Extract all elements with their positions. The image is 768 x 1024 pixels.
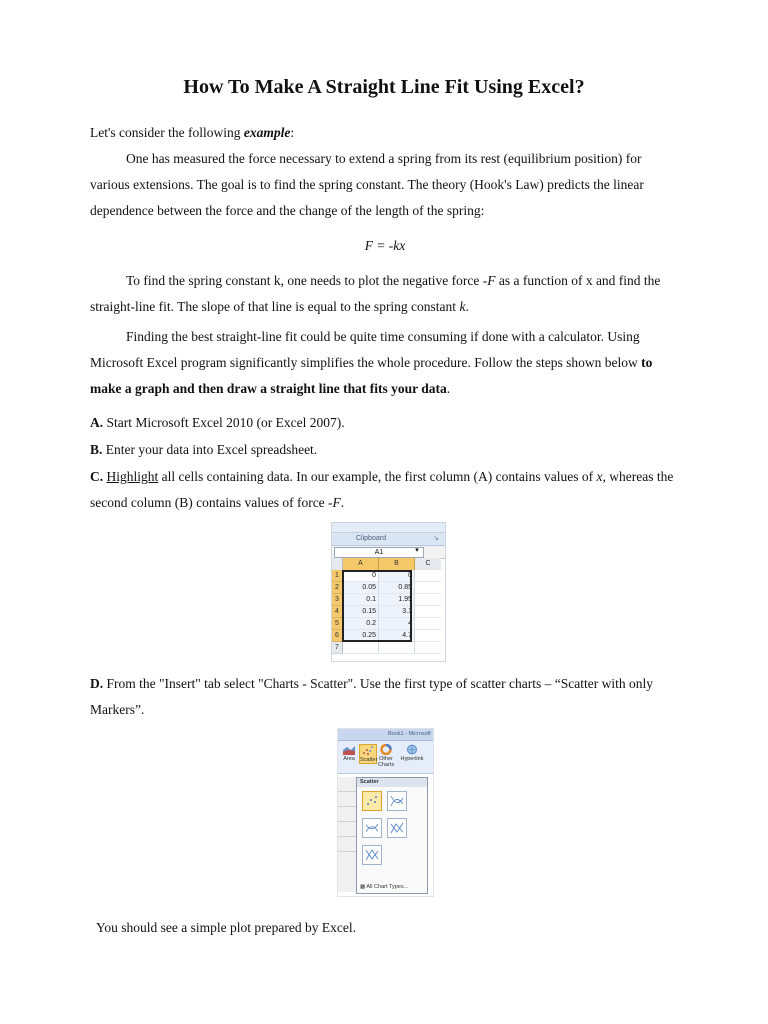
all-chart-types-link [360, 884, 408, 890]
window-title: Book1 - Microsoft [338, 729, 433, 741]
intro-lead: Let's consider the following [90, 125, 244, 140]
italic-f: F [487, 273, 496, 288]
italic-f: F [332, 495, 341, 510]
button-label: Area [343, 756, 355, 762]
area-chart-icon [343, 744, 355, 755]
cell-b: 4.7 [379, 630, 415, 642]
step-c [90, 464, 680, 516]
step-a [90, 410, 680, 436]
row-header: 1 [332, 570, 343, 582]
scatter-chart-icon [362, 745, 374, 756]
cell-b: 1.95 [379, 594, 415, 606]
step-d [90, 671, 680, 723]
italic-x: x [596, 469, 603, 484]
scatter-smooth-lines-option [362, 818, 382, 838]
text-span: Finding the best straight-line fit could be quite time consuming if done with a calculator. Using Microsoft Excel program significantly simplifies the whole procedure. Follow the steps shown below [90, 329, 642, 370]
paragraph-excel-intro [90, 324, 680, 402]
scatter-straight-markers-option [387, 818, 407, 838]
intro-line [90, 120, 680, 146]
row-header: 3 [332, 594, 343, 606]
table-row [332, 618, 441, 630]
row-header: 2 [332, 582, 343, 594]
cell-a: 0 [343, 570, 379, 582]
step-text: Enter your data into Excel spreadsheet. [102, 442, 318, 457]
table-row [332, 606, 441, 618]
table-row [332, 642, 441, 654]
scatter-straight-lines-option [362, 845, 382, 865]
paragraph-spring-constant [90, 268, 680, 320]
menu-header: Scatter [357, 778, 427, 787]
cell-a: 0.1 [343, 594, 379, 606]
scatter-straight-icon [388, 819, 406, 837]
text-span: . [446, 381, 451, 396]
scatter-dropdown-menu [356, 777, 428, 894]
scatter-chart-button [359, 744, 377, 764]
button-label: Scatter [360, 757, 378, 763]
column-header-a: A [343, 558, 379, 570]
row-header: 4 [332, 606, 343, 618]
text-span: To find the spring constant k, one needs to plot the negative force - [126, 273, 488, 288]
other-charts-button [378, 744, 394, 768]
spreadsheet-grid [332, 558, 441, 654]
cell-c [415, 582, 441, 594]
scatter-markers-only-option [362, 791, 382, 811]
equation: F = -kx [364, 238, 406, 253]
cell-b: 3.1 [379, 606, 415, 618]
footer-label: All Chart Types... [366, 884, 409, 890]
worksheet-area [338, 777, 356, 892]
name-box [334, 547, 424, 558]
step-text: From the "Insert" tab select "Charts - Scatter". Use the first type of scatter charts – “Scatter with only Markers”. [90, 676, 654, 717]
row-header: 6 [332, 630, 343, 642]
cell-c [415, 618, 441, 630]
step-text: all cells containing data. In our example, the first column (A) contains values of [158, 469, 597, 484]
cell-b: 0 [379, 570, 415, 582]
table-row [332, 594, 441, 606]
button-label: Hyperlink [400, 756, 424, 762]
cell-a: 0.2 [343, 618, 379, 630]
step-text: . [340, 495, 345, 510]
row-header: 5 [332, 618, 343, 630]
cell-b [379, 642, 415, 654]
step-letter: A. [90, 415, 104, 430]
cell-a: 0.15 [343, 606, 379, 618]
area-chart-button [341, 744, 357, 762]
doughnut-chart-icon [380, 744, 392, 755]
excel-scatter-menu-screenshot [337, 728, 434, 897]
cell-c [415, 570, 441, 582]
cell-c [415, 642, 441, 654]
scatter-markers-icon [363, 792, 381, 810]
step-b [90, 437, 680, 463]
excel-data-screenshot [331, 522, 446, 662]
step-underline: Highlight [106, 469, 159, 484]
cell-a: 0.25 [343, 630, 379, 642]
chart-icon: ▩ [360, 884, 367, 890]
insert-ribbon [338, 741, 433, 774]
step-text: Start Microsoft Excel 2010 (or Excel 2007). [103, 415, 345, 430]
table-row [332, 582, 441, 594]
clipboard-label: Clipboard [356, 535, 386, 542]
select-all-corner [332, 558, 343, 570]
cell-a: 0.05 [343, 582, 379, 594]
cell-c [415, 606, 441, 618]
button-label: Other Charts [378, 756, 395, 768]
text-span: . [465, 299, 469, 314]
table-row [332, 570, 441, 582]
dialog-launcher-icon: ↘ [433, 535, 439, 542]
scatter-smooth-icon [388, 792, 406, 810]
globe-link-icon [406, 744, 418, 755]
clipboard-group [332, 533, 445, 546]
closing-line: You should see a simple plot prepared by Excel. [96, 920, 356, 935]
column-header-c: C [415, 558, 441, 570]
bold-instruction: to make a graph and then draw a straight line that fits your data [90, 355, 653, 396]
intro-colon: : [290, 125, 295, 140]
italic-k: k [459, 299, 466, 314]
intro-example: example [243, 125, 291, 140]
cell-c [415, 630, 441, 642]
cell-reference: A1 [374, 549, 384, 556]
page-title: How To Make A Straight Line Fit Using Excel? [183, 76, 585, 98]
scatter-lines-icon [363, 819, 381, 837]
step-letter: C. [90, 469, 104, 484]
hyperlink-button [400, 744, 424, 762]
cell-a [343, 642, 379, 654]
column-header-row [332, 558, 441, 570]
cell-c [415, 594, 441, 606]
step-letter: D. [90, 676, 104, 691]
text-span: as a function of x and find the straight-line fit. The slope of that line is equal to the spring constant [90, 273, 661, 314]
chevron-down-icon: ▾ [415, 547, 419, 554]
scatter-straight-lines-icon [363, 846, 381, 864]
column-header-b: B [379, 558, 415, 570]
ribbon-strip [332, 523, 445, 533]
row-header: 7 [332, 642, 343, 654]
step-text: , whereas the second column (B) contains values of force - [90, 469, 674, 510]
table-row [332, 630, 441, 642]
paragraph-hooks-law: One has measured the force necessary to extend a spring from its rest (equilibrium position) for various extensions. The goal is to find the spring constant. The theory (Hook's Law) predicts the linear dependence between the force and the change of the length of the spring: [90, 151, 644, 218]
cell-b: 4 [379, 618, 415, 630]
scatter-smooth-markers-option [387, 791, 407, 811]
cell-b: 0.85 [379, 582, 415, 594]
step-letter: B. [90, 442, 103, 457]
